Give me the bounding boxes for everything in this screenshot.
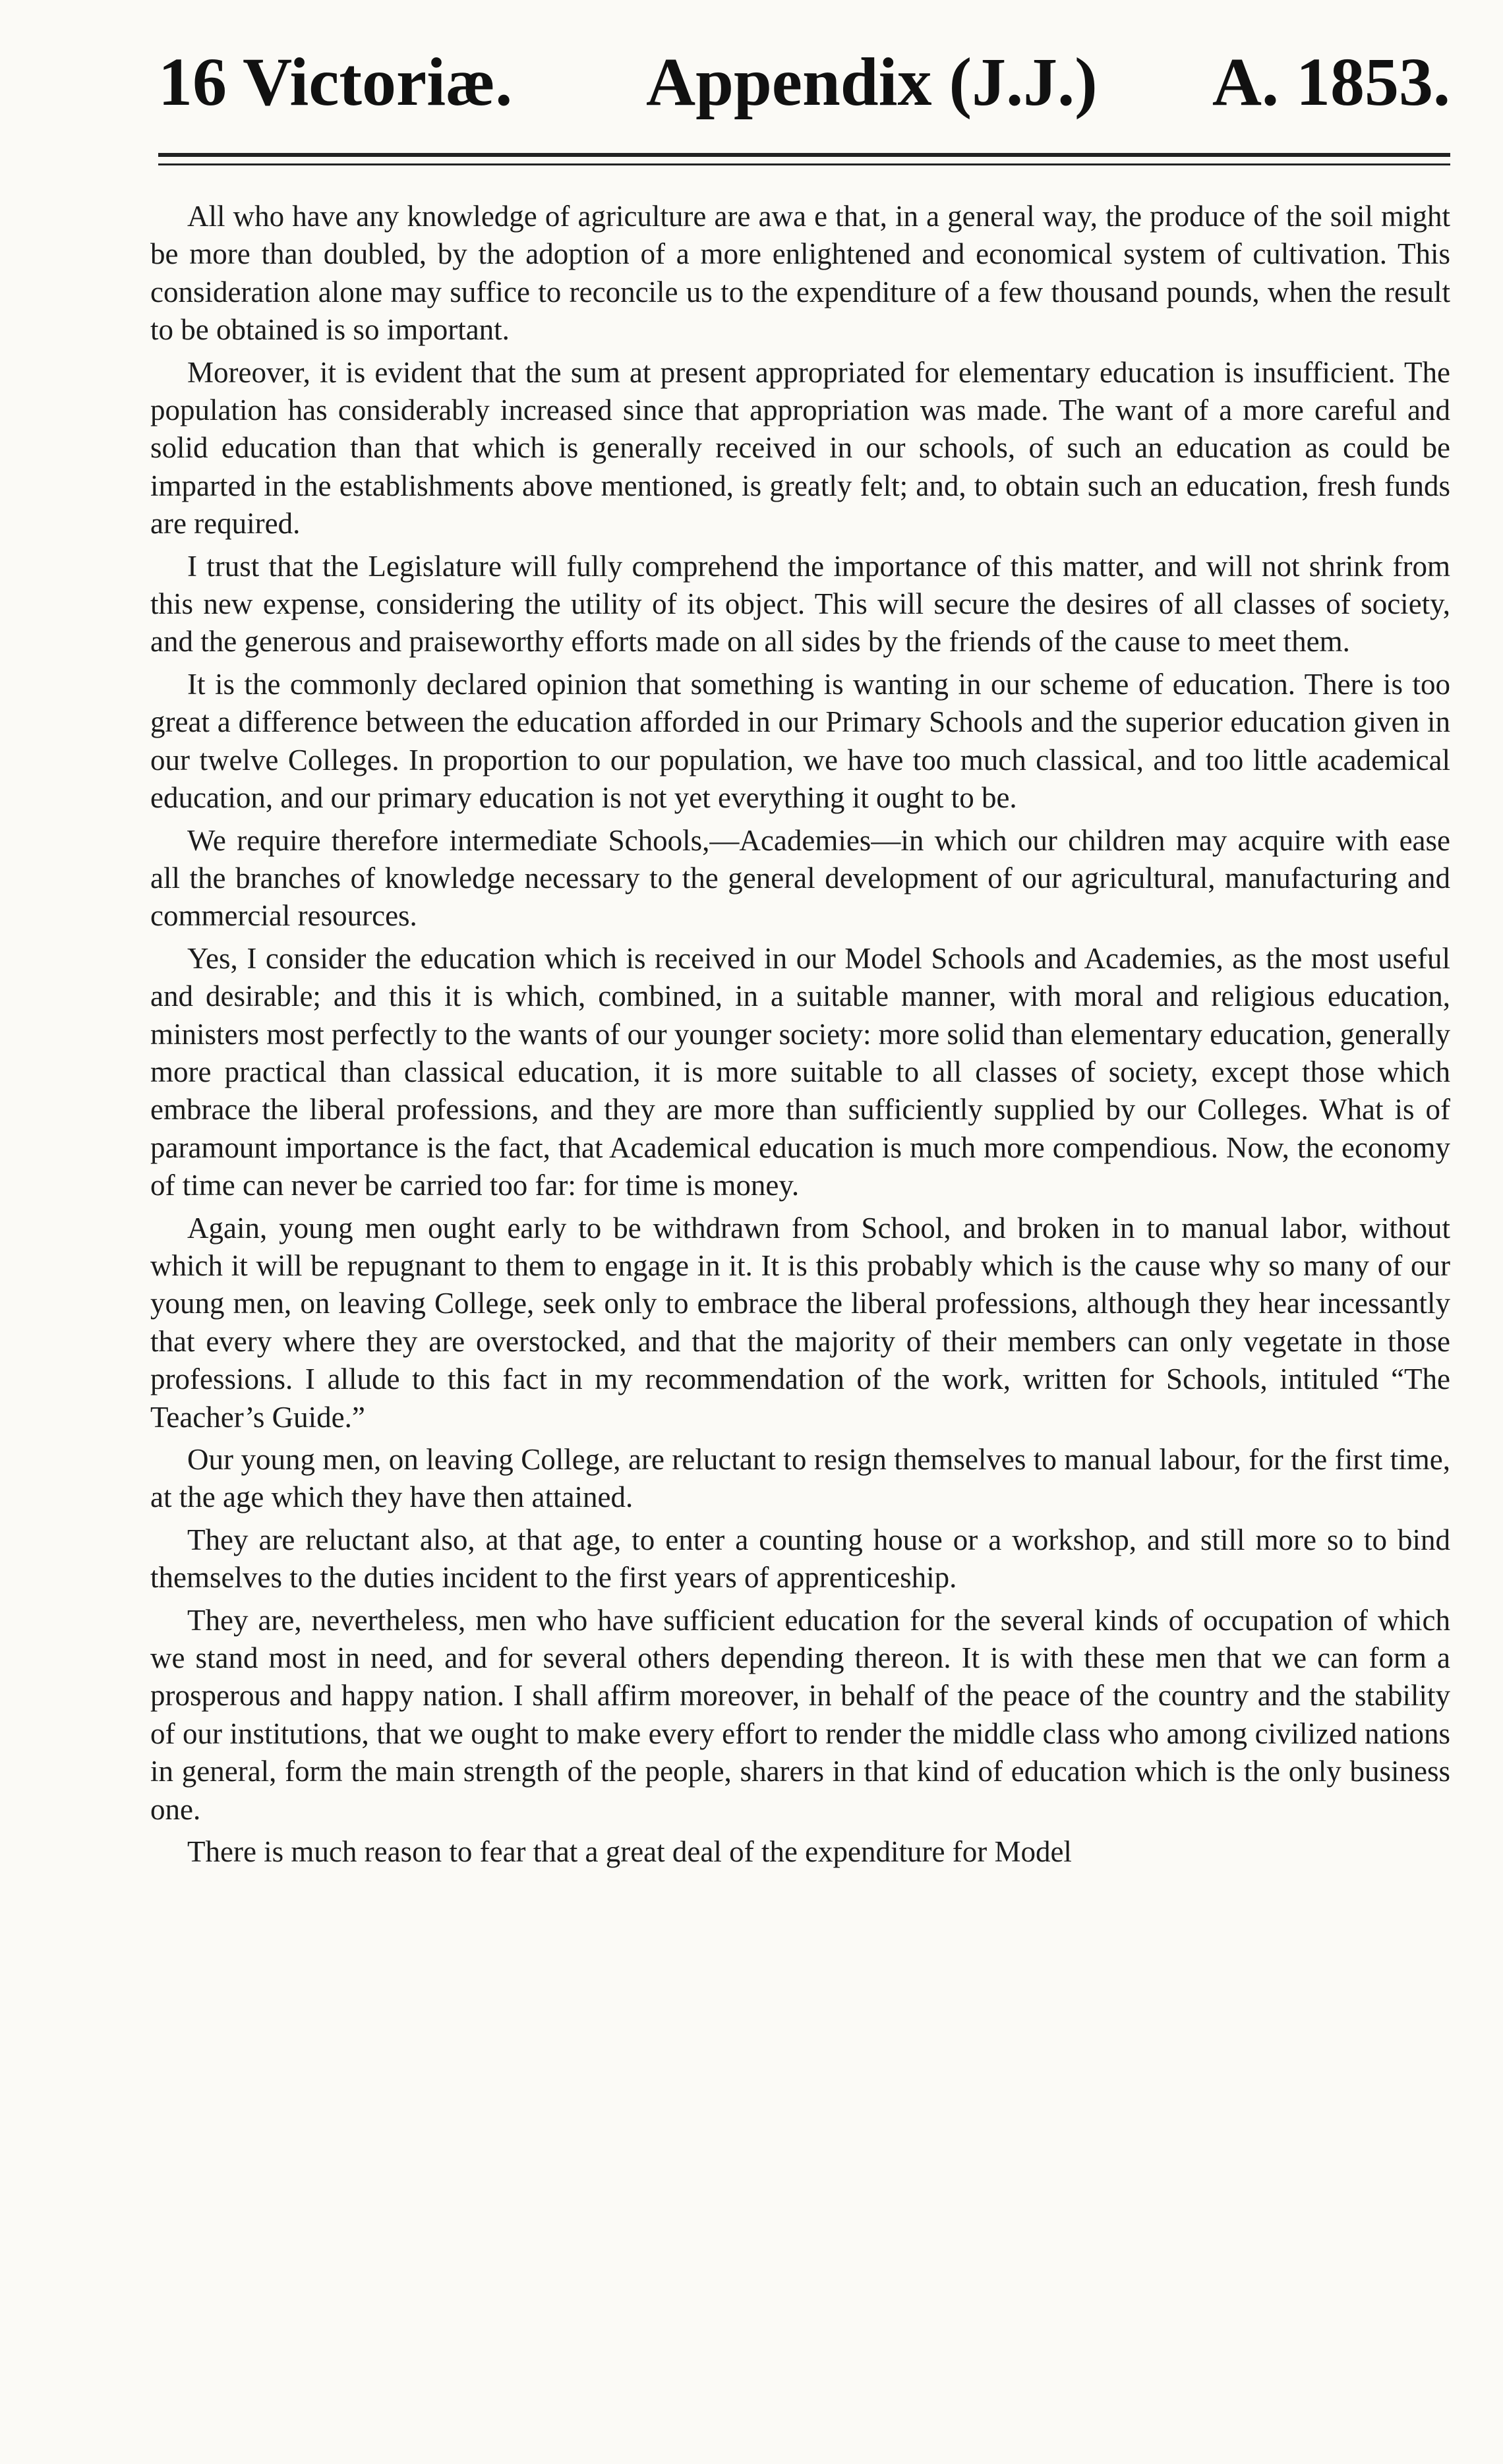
paragraph: All who have any knowledge of agriculture are awa e that, in a general way, the produce of the soil might be more than doubled, by the adoption of a more enlightened and economical system of cultivation. This consideration alone may suffice to reconcile us to the expenditure of a few thousand pounds, when the result to be obtained is so important. bbox=[150, 200, 1450, 347]
paragraph: Our young men, on leaving College, are reluctant to resign themselves to manual labour, for the first time, at the age which they have then attained. bbox=[150, 1443, 1450, 1514]
paragraph: It is the commonly declared opinion that something is wanting in our scheme of education. There is too great a difference between the education afforded in our Primary Schools and the superior education given in our twelve Colleges. In proportion to our population, we have too much classical, and too little academical education, and our primary education is not yet everything it ought to be. bbox=[150, 667, 1450, 815]
paragraph: I trust that the Legislature will fully comprehend the importance of this matter, and will not shrink from this new expense, considering the utility of its object. This will secure the desires of all classes of society, and the generous and praiseworthy efforts made on all sides by the friends of the cause to meet them. bbox=[150, 549, 1450, 659]
header-rule-thin bbox=[158, 163, 1450, 165]
header-appendix: Appendix (J.J.) bbox=[646, 44, 1098, 120]
header-year: A. 1853. bbox=[1212, 44, 1450, 120]
paragraph: They are reluctant also, at that age, to enter a counting house or a workshop, and still more so to bind themselves to the duties incident to the first years of apprenticeship. bbox=[150, 1523, 1450, 1595]
paragraph: They are, nevertheless, men who have sufficient education for the several kinds of occupation of which we stand most in need, and for several others depending thereon. It is with these men that we can form a prosperous and happy nation. I shall affirm moreover, in behalf of the peace of the country and the stability of our institutions, that we ought to make every effort to render the middle class who among civilized nations in general, form the main strength of the people, sharers in that kind of education which is the only business one. bbox=[150, 1603, 1450, 1826]
header-session: 16 Victoriæ. bbox=[158, 44, 513, 120]
paragraph: Yes, I consider the education which is received in our Model Schools and Academies, as the most useful and desirable; and this it is which, combined, in a suitable manner, with moral and religious education, ministers most perfectly to the wants of our younger society: more solid than elementary education, generally more practical than classical education, it is more suitable to all classes of society, except those which embrace the liberal professions, and they are more than sufficiently supplied by our Colleges. What is of paramount importance is the fact, that Academical education is much more compendious. Now, the economy of time can never be carried too far: for time is money. bbox=[150, 941, 1450, 1202]
header-rule-thick bbox=[158, 153, 1450, 157]
paragraph: We require therefore intermediate Schools,—Academies—in which our children may acquire with ease all the branches of knowledge necessary to the general development of our agricultural, manufacturing and commercial resources. bbox=[150, 823, 1450, 933]
paragraph: There is much reason to fear that a great deal of the expenditure for Model bbox=[187, 1835, 1072, 1869]
paragraph: Moreover, it is evident that the sum at present appropriated for elementary education is insufficient. The population has considerably increased since that appropriation was made. The want of a more careful and solid education than that which is generally received in our schools, of such an education as could be imparted in the establishments above mentioned, is greatly felt; and, to obtain such an education, fresh funds are required. bbox=[150, 355, 1450, 541]
paragraph: Again, young men ought early to be withdrawn from School, and broken in to manual labor, without which it will be repugnant to them to engage in it. It is this probably which is the cause why so many of our young men, on leaving College, seek only to embrace the liberal professions, although they hear incessantly that every where they are overstocked, and that the majority of their members can only vegetate in those professions. I allude to this fact in my recommendation of the work, written for Schools, intituled “The Teacher’s Guide.” bbox=[150, 1211, 1450, 1434]
page-header bbox=[158, 46, 1450, 119]
body-text bbox=[150, 198, 1450, 1875]
